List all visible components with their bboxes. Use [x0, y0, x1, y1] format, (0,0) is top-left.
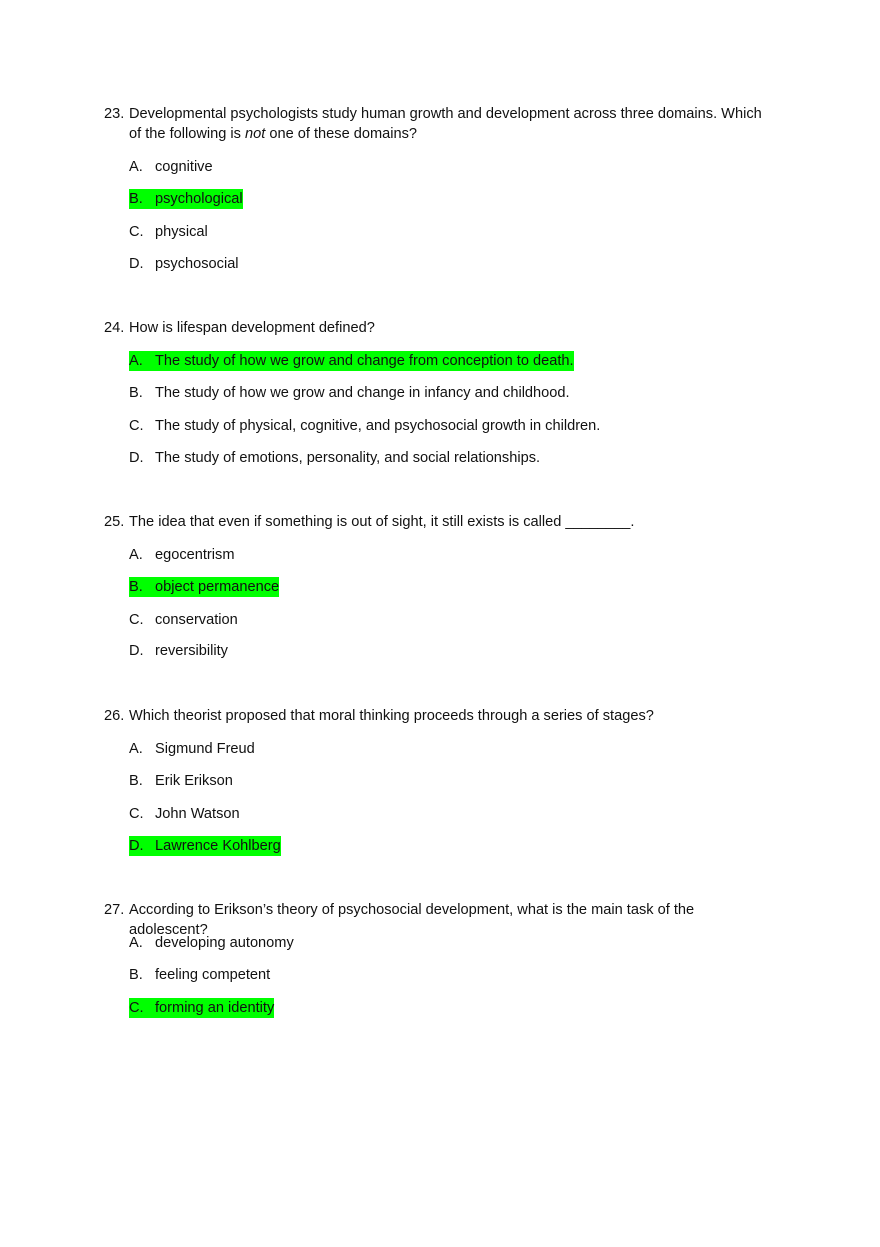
option-text: The study of physical, cognitive, and psychosocial growth in children.: [155, 418, 601, 434]
option-letter: C.: [129, 1000, 144, 1016]
question-number: 25.: [104, 514, 125, 530]
question-text: Which theorist proposed that moral thinking proceeds through a series of stages?: [129, 708, 654, 724]
option-letter: A.: [129, 741, 143, 757]
option-letter: A.: [129, 547, 143, 563]
option-text: forming an identity: [155, 1000, 275, 1016]
option-d: [129, 254, 239, 274]
question-23: [104, 104, 776, 272]
option-letter: B.: [129, 191, 143, 207]
question-text: How is lifespan development defined?: [129, 320, 375, 336]
option-text: Erik Erikson: [155, 773, 233, 789]
option-text: developing autonomy: [155, 935, 294, 951]
option-text: conservation: [155, 612, 238, 628]
option-letter: D.: [129, 838, 144, 854]
question-text: According to Erikson’s theory of psychosocial development, what is the main task of the adolescent?: [129, 902, 695, 938]
option-a: [129, 351, 574, 371]
question-number: 24.: [104, 320, 125, 336]
option-letter: D.: [129, 450, 144, 466]
option-c: [129, 610, 238, 630]
option-c: [129, 998, 274, 1018]
option-letter: A.: [129, 353, 143, 369]
option-b: [129, 577, 279, 597]
option-text: The study of how we grow and change in infancy and childhood.: [155, 385, 570, 401]
option-text: reversibility: [155, 643, 228, 659]
question-stem: [104, 512, 776, 532]
option-text: psychosocial: [155, 256, 239, 272]
option-letter: C.: [129, 612, 144, 628]
question-27: [104, 900, 776, 1016]
question-stem: [104, 104, 776, 144]
option-a: [129, 739, 255, 759]
option-c: [129, 416, 600, 436]
question-stem: [104, 318, 776, 338]
question-number: 23.: [104, 106, 125, 122]
question-stem: [104, 706, 776, 726]
option-text: Lawrence Kohlberg: [155, 838, 281, 854]
option-letter: C.: [129, 806, 144, 822]
question-number: 26.: [104, 708, 125, 724]
option-text: Sigmund Freud: [155, 741, 255, 757]
option-letter: B.: [129, 579, 143, 595]
option-b: [129, 189, 243, 209]
option-a: [129, 933, 294, 953]
emphasis-text: not: [245, 126, 266, 142]
option-letter: D.: [129, 643, 144, 659]
question-text: The idea that even if something is out of sight, it still exists is called ________.: [129, 514, 635, 530]
option-b: [129, 771, 233, 791]
option-b: [129, 965, 270, 985]
option-text: John Watson: [155, 806, 240, 822]
option-d: [129, 448, 540, 468]
option-letter: A.: [129, 159, 143, 175]
option-letter: A.: [129, 935, 143, 951]
question-24: [104, 318, 776, 466]
option-text: egocentrism: [155, 547, 235, 563]
option-a: [129, 545, 235, 565]
option-text: feeling competent: [155, 967, 271, 983]
option-a: [129, 157, 213, 177]
option-letter: B.: [129, 967, 143, 983]
option-text: physical: [155, 224, 208, 240]
option-text: psychological: [155, 191, 243, 207]
option-text: The study of how we grow and change from conception to death.: [155, 353, 574, 369]
option-text: The study of emotions, personality, and social relationships.: [155, 450, 541, 466]
question-25: [104, 512, 776, 659]
option-c: [129, 804, 240, 824]
question-text: Developmental psychologists study human growth and development across three domains. Which of the following is not one of these domains?: [129, 106, 762, 142]
option-text: object permanence: [155, 579, 280, 595]
option-d: [129, 836, 281, 856]
option-letter: D.: [129, 256, 144, 272]
option-text: cognitive: [155, 159, 213, 175]
question-number: 27.: [104, 902, 125, 918]
option-d: [129, 641, 228, 661]
option-c: [129, 222, 208, 242]
option-letter: B.: [129, 385, 143, 401]
option-letter: B.: [129, 773, 143, 789]
question-26: [104, 706, 776, 854]
option-b: [129, 383, 570, 403]
option-letter: C.: [129, 418, 144, 434]
option-letter: C.: [129, 224, 144, 240]
